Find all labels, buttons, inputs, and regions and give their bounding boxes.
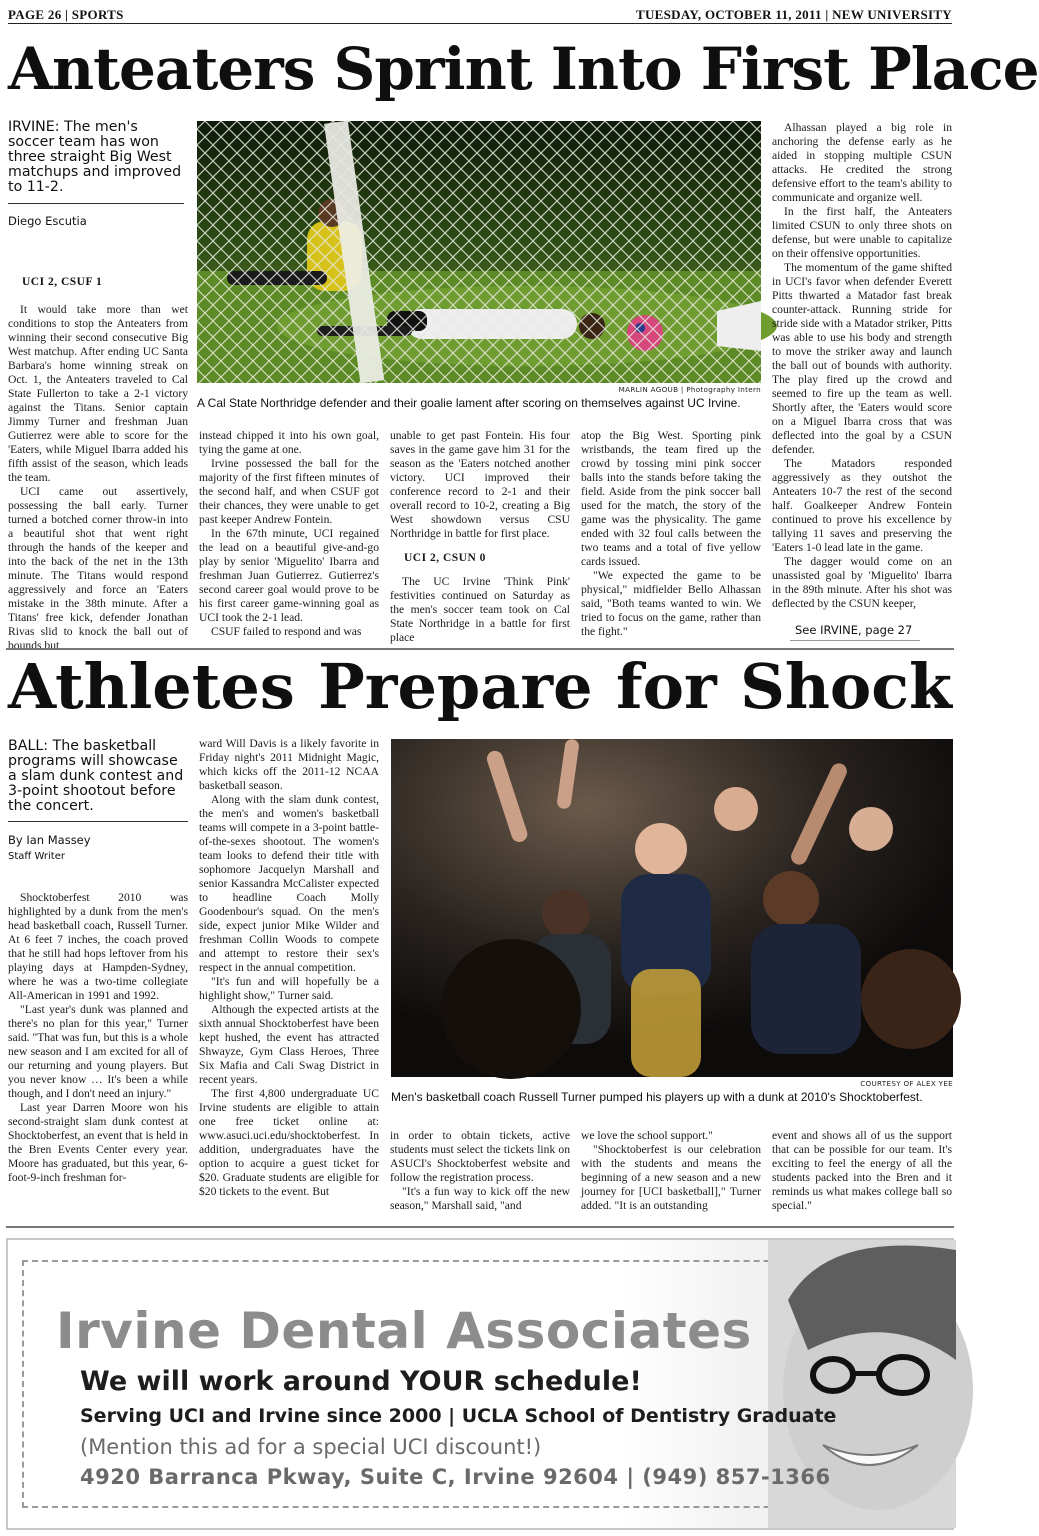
paragraph: "It's fun and will hopefully be a highlight show," Turner said.: [199, 975, 379, 1002]
ad-title: Irvine Dental Associates: [56, 1302, 752, 1360]
paragraph: The momentum of the game shifted in UCI's favor when defender Everett Pitts thwarted a Matador fast break counter-attack. Running stride for stride side with a Matador striker, Pitts was able to use his body and strength to move the striker away and launch the ball out of bounds with authority. The play fired up the crowd and seemed to fire up the team as well. Shortly after, the 'Eaters would score on a Miguel Ibarra cross that was deflected into the goal by a CSUN defender.: [772, 261, 952, 456]
dateline: TUESDAY, OCTOBER 11, 2011 | NEW UNIVERSITY: [636, 7, 952, 22]
paragraph: In the 67th minute, UCI regained the lead on a beautiful give-and-go play by senior 'Miguelito' Ibarra and freshman Juan Gutierrez. Gutierrez's second career goal would prove to be his first career game-winning goal as UCI took the 2-1 lead.: [199, 527, 379, 624]
story2-byline-role: Staff Writer: [8, 851, 65, 862]
story2-headline: [8, 652, 952, 722]
headline-word: Athletes: [8, 650, 295, 723]
paragraph: Alhassan played a big role in anchoring the defense early as he aided in stopping multiple CSUN attacks. He credited the strong defensive effort to the team's ability to communicate and organize well.: [772, 121, 952, 204]
story2-column-1: [8, 891, 188, 1213]
soccer-photo-image: [197, 121, 761, 383]
paragraph: ward Will Davis is a likely favorite in Friday night's 2011 Midnight Magic, which kicks off the 2011-12 NCAA basketball season.: [199, 737, 379, 792]
story1-column-3: [390, 429, 570, 644]
paragraph: "It's a fun way to kick off the new season," Marshall said, "and: [390, 1185, 570, 1212]
paragraph: "Shocktoberfest is our celebration with the students and means the beginning of a new season and a new journey for [UCI basketball]," Turner added. "It is an outstanding: [581, 1143, 761, 1212]
paragraph: "We expected the game to be physical," midfielder Bello Alhassan said, "Both teams wanted to win. We tried to focus on the game, rather than the fight.": [581, 569, 761, 638]
paragraph: unable to get past Fontein. His four saves in the game gave him 31 for the season as the 'Eaters notched another victory. UCI improved their conference record to 2-1 and their overall record to 10-2, creating a Big West showdown versus CSU Northridge in battle for first place.: [390, 429, 570, 540]
story2-column-3: [390, 1129, 570, 1213]
paragraph: CSUF failed to respond and was: [211, 625, 362, 638]
basketball-photo: [391, 739, 953, 1077]
story2-deck: BALL: The basketball programs will showcase a slam dunk contest and 3-point shootout before the concert.: [8, 738, 184, 814]
paragraph: event and shows all of us the support that can be possible for our team. It's exciting to feel the energy of all the students packed into the Bren and it reminds us what makes college ball so special.": [772, 1129, 952, 1212]
story1-column-5: [772, 121, 952, 614]
paragraph: The Matadors responded aggressively as they outshot the Anteaters 10-7 the rest of the second half. Goalkeeper Andrew Fontein continued to prove his excellence by tallying 11 saves and preserving the 'Eaters 1-0 lead late in the game.: [772, 457, 952, 554]
paragraph: UCI came out assertively, possessing the ball early. Turner turned a botched corner throw-in into a beautiful shot that went right through the hands of the keeper and into the back of the net in the 13th minute. The Titans would respond aggressively and force an 'Eaters mistake in the 38th minute. After a Titans' free kick, defender Jonathan Rivas slid to knock the ball out of bounds but: [8, 485, 188, 652]
story1-caption: A Cal State Northridge defender and their goalie lament after scoring on themselves against UC Irvine.: [197, 396, 741, 410]
ad-separator: [6, 1226, 954, 1228]
story1-column-2: [199, 429, 379, 640]
paragraph: The UC Irvine 'Think Pink' festivities continued on Saturday as the men's soccer team took on Cal State Northridge in a battle for first place: [390, 575, 570, 644]
ad-address-phone: 4920 Barranca Pkway, Suite C, Irvine 92604 | (949) 857-1366: [80, 1465, 831, 1489]
paragraph: in order to obtain tickets, active students must select the tickets link on ASUCI's Shocktoberfest website and follow the registration process.: [390, 1129, 570, 1184]
paragraph: "Last year's dunk was planned and there's no plan for this year," Turner said. "That was fun, but this is a whole new season and I am excited for all of our returning and young players. But you never know … It's been a while though, and I don't need an injury.": [8, 1003, 188, 1100]
paragraph: The first 4,800 undergraduate UC Irvine students are eligible to attain one free ticket online at: www.asuci.uci.edu/shocktoberfest. In addition, undergraduates have the option to acquire a guest ticket for $20. Graduate students are eligible for $20 tickets to the event. But: [199, 1087, 379, 1198]
story2-column-2: [199, 737, 379, 1213]
headline-word: Shock: [740, 650, 952, 723]
story1-column-4: [581, 429, 761, 640]
page-header: [8, 5, 952, 24]
story1-column-1: [8, 303, 188, 652]
paragraph: In the first half, the Anteaters limited CSUN to only three shots on defense, but were unable to capitalize on their offensive opportunities.: [772, 205, 952, 260]
dental-advertisement[interactable]: [6, 1238, 954, 1530]
paragraph: The dagger would come on an unassisted goal by 'Miguelito' Ibarra in the 89th minute. After his shot was deflected by the CSUN keeper,: [772, 555, 952, 610]
story1-jump-link[interactable]: See IRVINE, page 27: [795, 623, 913, 637]
ad-discount: (Mention this ad for a special UCI discount!): [80, 1435, 542, 1459]
basketball-photo-image: [391, 739, 953, 1077]
paragraph: Along with the slam dunk contest, the men's and women's basketball teams will compete in a 3-point battle-of-the-sexes shootout. The women's team looks to defend their title with sophomore Jacquelyn Marshall and senior Kassandra McCalister expected to headline Coach Molly Goodenbour's squad. On the men's side, expect junior Mike Wilder and freshman Collin Woods to compete and attempt to restore their sex's respect in the annual competition.: [199, 793, 379, 974]
story2-byline: By Ian Massey: [8, 833, 91, 847]
paragraph: Irvine possessed the ball for the majority of the first fifteen minutes of the second half, and when CSUF got their chances, they were unable to get past keeper Andrew Fontein.: [199, 457, 379, 526]
paragraph: Last year Darren Moore won his second-straight slam dunk contest at Shocktoberfest, an event that is held in the Bren Events Center every year. Moore has graduated, but this year, 6-foot-9-inch freshman for-: [8, 1101, 188, 1184]
jump-rule: [790, 640, 920, 641]
ad-tagline: We will work around YOUR schedule!: [80, 1366, 642, 1397]
ad-credentials: Serving UCI and Irvine since 2000 | UCLA School of Dentistry Graduate: [80, 1405, 837, 1427]
story1-photo-credit: MARLIN AGOUB | Photography Intern: [618, 385, 761, 394]
section-label: PAGE 26 | SPORTS: [8, 7, 124, 22]
story1-byline: Diego Escutia: [8, 214, 87, 228]
headline-word: Prepare: [318, 650, 593, 723]
story2-photo-credit: COURTESY OF ALEX YEE: [860, 1079, 953, 1088]
story1-headline: Anteaters Sprint Into First Place: [8, 35, 1039, 103]
story1-subhead-1: UCI 2, CSUF 1: [22, 276, 103, 288]
paragraph: Shocktoberfest 2010 was highlighted by a dunk from the men's head basketball coach, Russell Turner. At 6 feet 7 inches, the coach proved that he still had hops leftover from his playing days at Hampden-Sydney, where he was a two-time collegiate All-American in 1991 and 1992.: [8, 891, 188, 1002]
story1-deck: IRVINE: The men's soccer team has won three straight Big West matchups and improved to 11-2.: [8, 119, 182, 195]
paragraph: atop the Big West. Sporting pink wristbands, the team fired up the crowd by tossing mini pink soccer balls into the stands before taking the field. Aside from the pink soccer ball used for the match, the story of the game was the physicality. The game ended with 32 foul calls between the two teams and a total of five yellow cards issued.: [581, 429, 761, 568]
story2-caption: Men's basketball coach Russell Turner pumped his players up with a dunk at 2010's Shocktoberfest.: [391, 1090, 923, 1104]
paragraph: Although the expected artists at the sixth annual Shocktoberfest have been kept hushed, the event has attracted Shwayze, Gym Class Heroes, Three Six Mafia and Cali Swag District in recent years.: [199, 1003, 379, 1086]
paragraph: instead chipped it into his own goal, tying the game at one.: [199, 429, 379, 456]
story2-column-5: [772, 1129, 952, 1213]
headline-word: for: [615, 650, 717, 723]
paragraph: It would take more than wet conditions to stop the Anteaters from winning their second consecutive Big West matchup. After ending UC Santa Barbara's home winning streak on Oct. 1, the Anteaters traveled to Cal State Fullerton to take a 2-1 victory against the Titans. Senior captain Jimmy Turner and freshman Juan Gutierrez were able to score for the 'Eaters, while Miguel Ibarra added his fifth assist of the season, which leads the team.: [8, 303, 188, 484]
soccer-photo: [197, 121, 761, 383]
deck-rule: [8, 203, 184, 204]
story2-column-4: [581, 1129, 761, 1213]
paragraph: we love the school support.": [581, 1129, 713, 1142]
story1-subhead-2: UCI 2, CSUN 0: [404, 552, 486, 564]
deck-rule: [8, 821, 188, 822]
